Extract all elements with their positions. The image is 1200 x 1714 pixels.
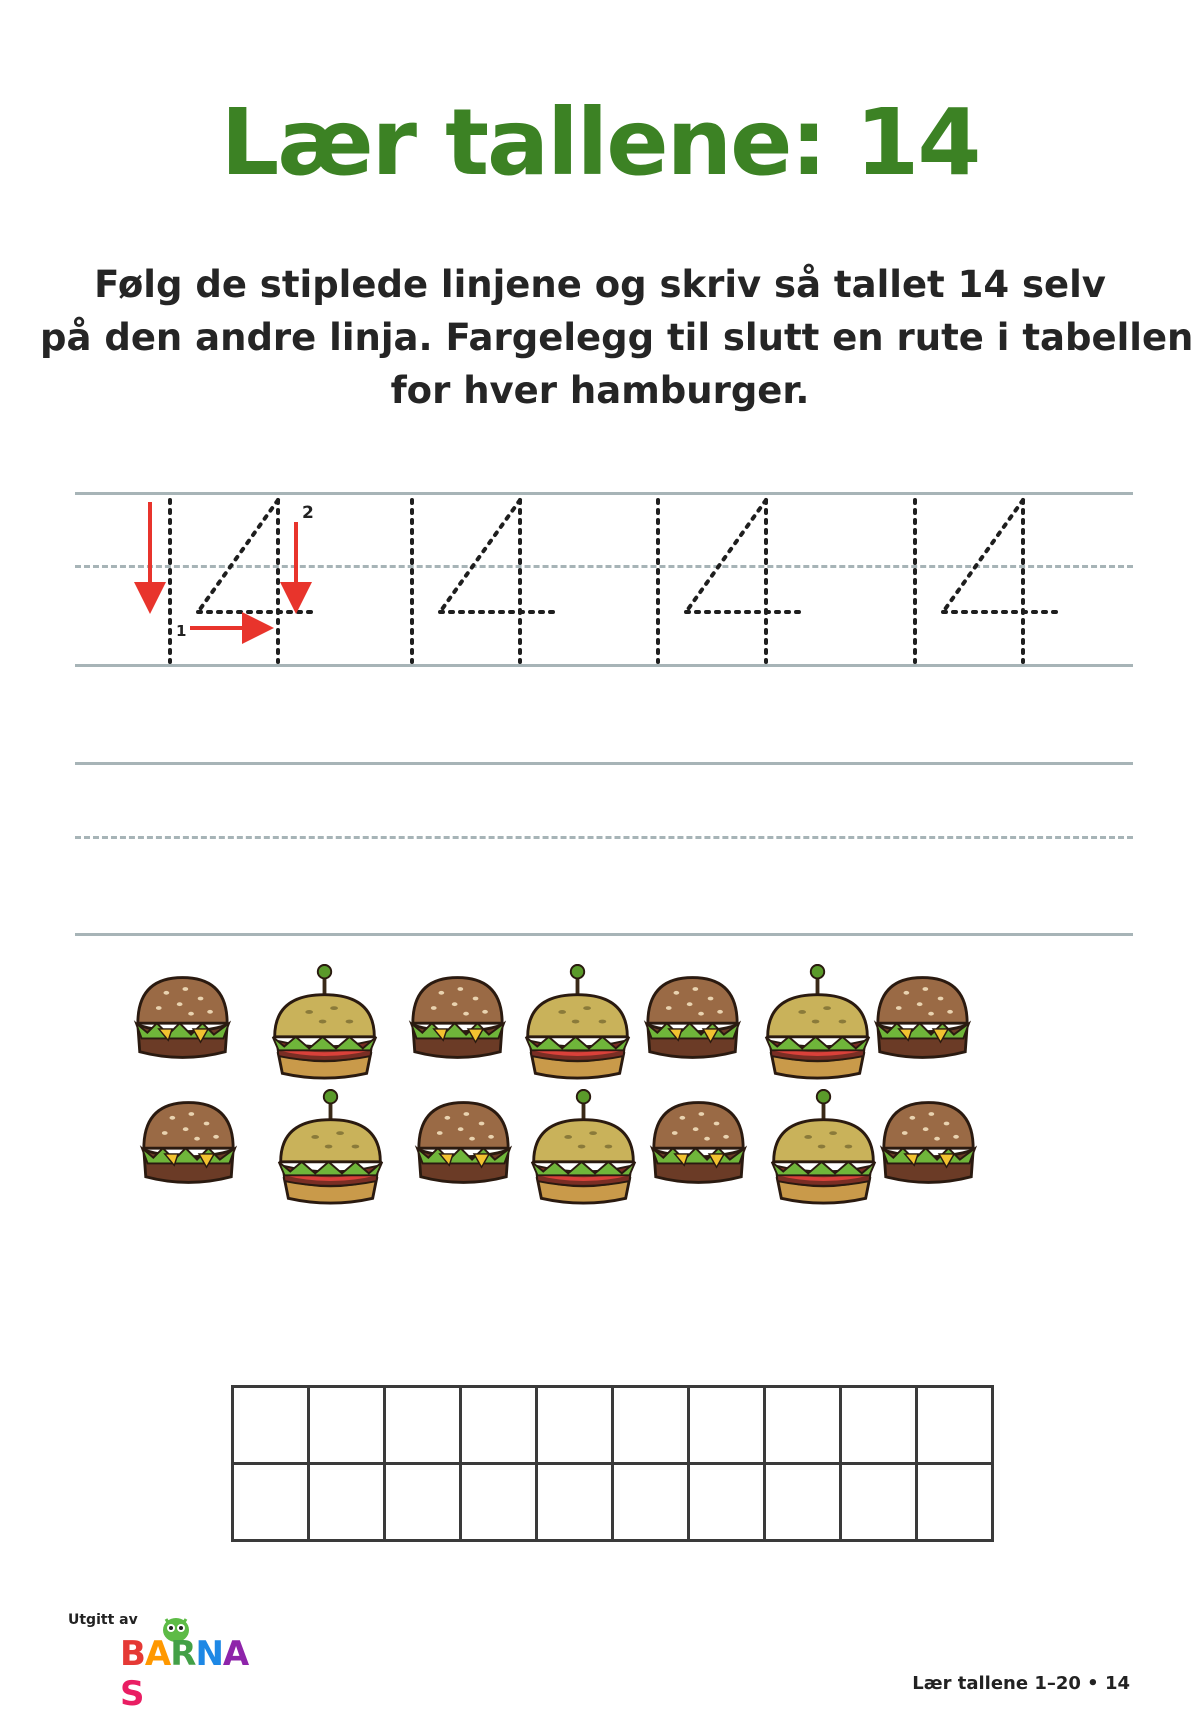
- tally-cell[interactable]: [233, 1464, 309, 1541]
- tally-cell[interactable]: [309, 1387, 385, 1464]
- plain-burger-icon: [876, 1095, 991, 1205]
- instruction-line: Følg de stiplede linjene og skriv så tallet 14 selv: [94, 263, 1106, 306]
- tally-row: [233, 1387, 993, 1464]
- tally-table: [231, 1385, 994, 1542]
- dotted-stroke: [198, 500, 278, 612]
- logo-letter: A: [222, 1634, 249, 1674]
- dotted-stroke: [686, 500, 766, 612]
- plain-burger-icon: [130, 970, 245, 1080]
- practice-base-line[interactable]: [75, 933, 1133, 936]
- tally-cell[interactable]: [613, 1464, 689, 1541]
- plain-burger-icon: [411, 1095, 526, 1205]
- tally-row: [233, 1464, 993, 1541]
- tally-cell[interactable]: [917, 1387, 993, 1464]
- logo-letter: R: [170, 1634, 196, 1674]
- skewer-burger-icon: [520, 960, 635, 1070]
- logo-letter: N: [195, 1634, 223, 1674]
- plain-burger-icon: [640, 970, 755, 1080]
- tally-cell[interactable]: [385, 1464, 461, 1541]
- burger-illustrations: [130, 1015, 1070, 1305]
- plain-burger-icon: [405, 970, 520, 1080]
- publisher-small-text: Utgitt av: [68, 1612, 138, 1628]
- publisher-name: [120, 1634, 268, 1714]
- stroke-label-1: 1: [176, 622, 187, 640]
- tally-cell[interactable]: [461, 1387, 537, 1464]
- dotted-stroke: [440, 500, 520, 612]
- instruction-line: for hver hamburger.: [390, 369, 810, 412]
- tally-cell[interactable]: [765, 1464, 841, 1541]
- logo-letter: B: [120, 1634, 145, 1674]
- tally-cell[interactable]: [689, 1464, 765, 1541]
- tally-cell[interactable]: [537, 1464, 613, 1541]
- dotted-number-14: [412, 500, 557, 662]
- dotted-number-14: [915, 500, 1060, 662]
- skewer-burger-icon: [526, 1085, 641, 1195]
- tally-cell[interactable]: [841, 1464, 917, 1541]
- tally-cell[interactable]: [537, 1387, 613, 1464]
- tally-cell[interactable]: [613, 1387, 689, 1464]
- tally-cell[interactable]: [233, 1387, 309, 1464]
- practice-mid-line[interactable]: [75, 836, 1133, 839]
- tracing-area[interactable]: [0, 0, 1200, 700]
- skewer-burger-icon: [273, 1085, 388, 1195]
- tally-cell[interactable]: [309, 1464, 385, 1541]
- tally-cell[interactable]: [917, 1464, 993, 1541]
- dotted-number-group: [170, 500, 1060, 662]
- page-footer-label: Lær tallene 1–20 • 14: [912, 1673, 1130, 1694]
- page-title: Lær tallene: 14: [220, 89, 980, 196]
- plain-burger-icon: [136, 1095, 251, 1205]
- logo-letter: S: [120, 1674, 144, 1714]
- skewer-burger-icon: [267, 960, 382, 1070]
- instruction-line: på den andre linja. Fargelegg til slutt en rute i tabellen: [40, 316, 1194, 359]
- tally-cell[interactable]: [765, 1387, 841, 1464]
- tally-cell[interactable]: [841, 1387, 917, 1464]
- stroke-label-2: 2: [302, 503, 314, 523]
- dotted-number-14: [658, 500, 803, 662]
- dotted-stroke: [943, 500, 1023, 612]
- tally-cell[interactable]: [461, 1464, 537, 1541]
- plain-burger-icon: [646, 1095, 761, 1205]
- tally-cell[interactable]: [385, 1387, 461, 1464]
- stroke-order-arrows: [150, 502, 314, 640]
- publisher-logo: [68, 1612, 268, 1714]
- tally-cell[interactable]: [689, 1387, 765, 1464]
- skewer-burger-icon: [760, 960, 875, 1070]
- dotted-number-14: [170, 500, 315, 662]
- practice-top-line[interactable]: [75, 762, 1133, 765]
- plain-burger-icon: [870, 970, 985, 1080]
- skewer-burger-icon: [766, 1085, 881, 1195]
- logo-letter: A: [144, 1634, 171, 1674]
